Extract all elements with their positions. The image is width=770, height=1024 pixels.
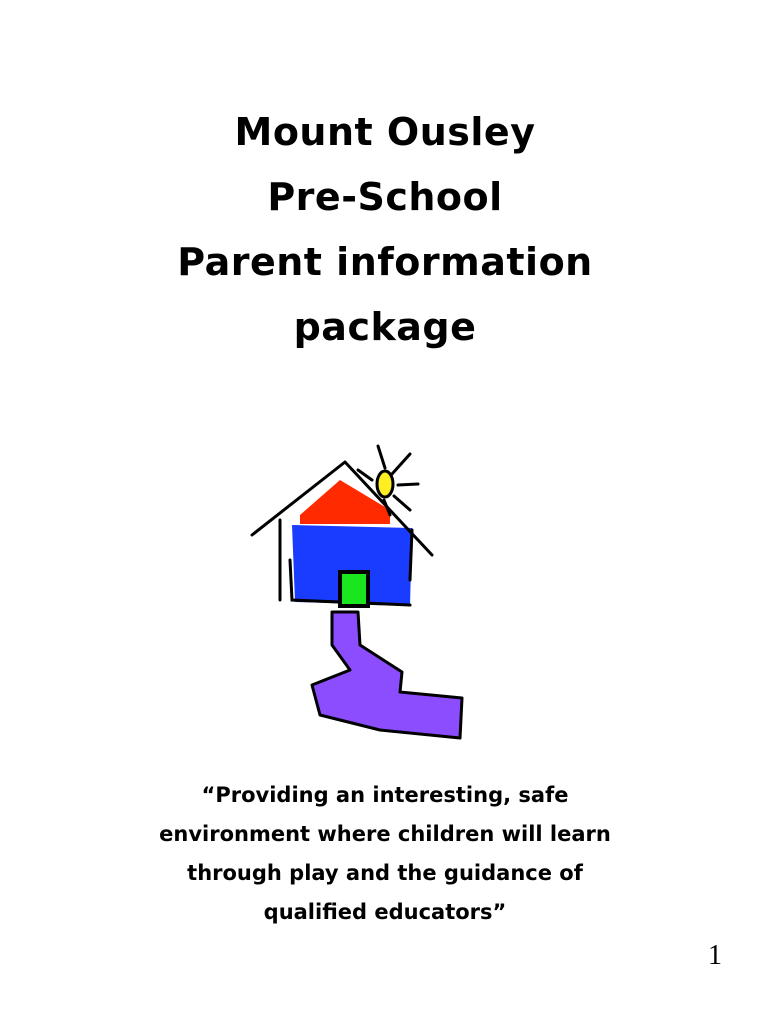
quote-line: “Providing an interesting, safe (201, 783, 569, 807)
title-line: Parent information (177, 240, 593, 284)
sun-shape (377, 471, 393, 497)
path-shape (312, 612, 462, 738)
title-line: package (293, 305, 477, 349)
document-title (0, 100, 770, 360)
mission-quote (100, 776, 670, 932)
house-drawing-icon (240, 440, 480, 750)
quote-line: through play and the guidance of (187, 861, 583, 885)
quote-line: qualified educators” (263, 900, 507, 924)
title-line: Pre-School (267, 175, 503, 219)
door-shape (340, 572, 368, 606)
title-line: Mount Ousley (234, 110, 536, 154)
quote-line: environment where children will learn (159, 822, 611, 846)
page-number: 1 (708, 940, 722, 971)
